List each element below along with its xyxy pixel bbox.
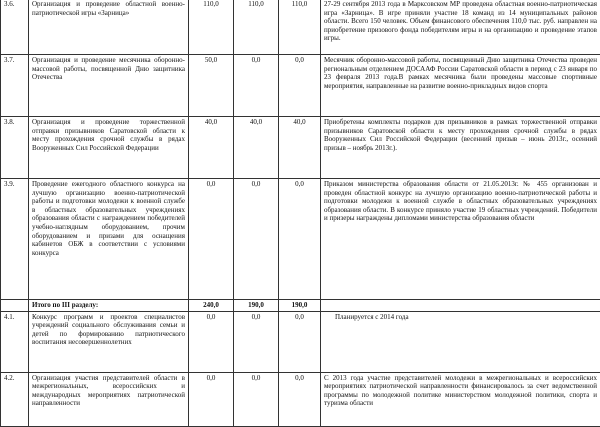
allocated-amount: 0,0 (234, 179, 279, 300)
planned-amount: 0,0 (189, 311, 234, 372)
allocated-amount: 110,0 (234, 0, 279, 55)
result-description: Планируется с 2014 года (321, 311, 600, 372)
row-number: 3.6. (1, 0, 29, 55)
result-description (321, 300, 600, 312)
spent-amount: 0,0 (279, 55, 321, 117)
result-description: С 2013 года участие представителей молодежи в межрегиональных и всероссийских мероприятиях патриотической направленности финансировалось за счет ведомственной программы по молодежной политике министерством молодежной политики, спорта и туризма области (321, 372, 600, 426)
table-row (1, 0, 600, 55)
row-number: 3.8. (1, 117, 29, 179)
spent-amount: 0,0 (279, 311, 321, 372)
result-description: Приказом министерства образования области от 21.05.2013г. № 455 организован и проведен областной конкурс на лучшую организацию военно-патриотической работы и подготовки молодежи к военной службе в областных образовательных учреждениях образования области. В конкурсе приняло участие 19 областных учреждений. Победители и призеры награждены дипломами министерства образования области (321, 179, 600, 300)
table-row (1, 117, 600, 179)
row-number: 3.7. (1, 55, 29, 117)
planned-amount: 0,0 (189, 372, 234, 426)
planned-amount: 0,0 (189, 179, 234, 300)
planned-amount: 50,0 (189, 55, 234, 117)
table-row (1, 179, 600, 300)
planned-amount: 110,0 (189, 0, 234, 55)
row-number: 4.1. (1, 311, 29, 372)
row-number (1, 300, 29, 312)
activity-name: Организация и проведение месячника оборонно-массовой работы, посвященной Дню защитника Отечества (29, 55, 189, 117)
result-description: Приобретены комплекты подарков для призывников в рамках торжественной отправки призывников Саратовской области к месту прохождения срочной службы в рядах Вооруженных Сил Российской Федерации (весенний призыв – июнь 2013г., осенний призыв – ноябрь 2013г.). (321, 117, 600, 179)
activity-name: Организация и проведение областной военно-патриотической игры «Зарница» (29, 0, 189, 55)
allocated-amount: 0,0 (234, 55, 279, 117)
total-label: Итого по III разделу: (29, 300, 189, 312)
allocated-amount: 0,0 (234, 311, 279, 372)
allocated-amount: 190,0 (234, 300, 279, 312)
allocated-amount: 40,0 (234, 117, 279, 179)
planned-amount: 240,0 (189, 300, 234, 312)
result-description: 27-29 сентября 2013 года в Марксовском МР проведена областная военно-патриотическая игра «Зарница». В игре приняли участие 18 команд из 14 муниципальных районов области. Всего 150 человек. Объем финансового обеспечения 110,0 тыс. руб. направлен на приобретение призового фонда победителям игры и на организацию и проведение этапов игры. (321, 0, 600, 55)
spent-amount: 40,0 (279, 117, 321, 179)
spent-amount: 190,0 (279, 300, 321, 312)
spent-amount: 110,0 (279, 0, 321, 55)
activity-name: Проведение ежегодного областного конкурса на лучшую организацию военно-патриотической работы и подготовки молодежи к военной службе в областных образовательных учреждениях образования области с награждением победителей учебно-наглядным оборудованием, прочим оборудованием и призами для оснащения кабинетов ОБЖ в соответствии с условиями конкурса (29, 179, 189, 300)
row-number: 4.2. (1, 372, 29, 426)
allocated-amount: 0,0 (234, 372, 279, 426)
spent-amount: 0,0 (279, 179, 321, 300)
row-number: 3.9. (1, 179, 29, 300)
total-row (1, 300, 600, 312)
table-row (1, 55, 600, 117)
spent-amount: 0,0 (279, 372, 321, 426)
result-description: Месячник оборонно-массовой работы, посвященный Дню защитника Отечества проведен региональным отделением ДОСААФ России Саратовской области в период с 23 января по 23 февраля 2013 года.В рамках месячника были проведены массовые спортивные мероприятия, направленные на развитие военно-прикладных видов спорта (321, 55, 600, 117)
activity-name: Организация и проведение торжественной отправки призывников Саратовской области к месту прохождения срочной службы в рядах Вооруженных Сил Российской Федерации (29, 117, 189, 179)
activity-name: Конкурс программ и проектов специалистов учреждений социального обслуживания семьи и детей по формированию патриотического воспитания несовершеннолетних (29, 311, 189, 372)
table-row (1, 372, 600, 426)
activity-name: Организация участия представителей области в межрегиональных, всероссийских и международных мероприятиях патриотической направленности (29, 372, 189, 426)
planned-amount: 40,0 (189, 117, 234, 179)
table-row (1, 311, 600, 372)
